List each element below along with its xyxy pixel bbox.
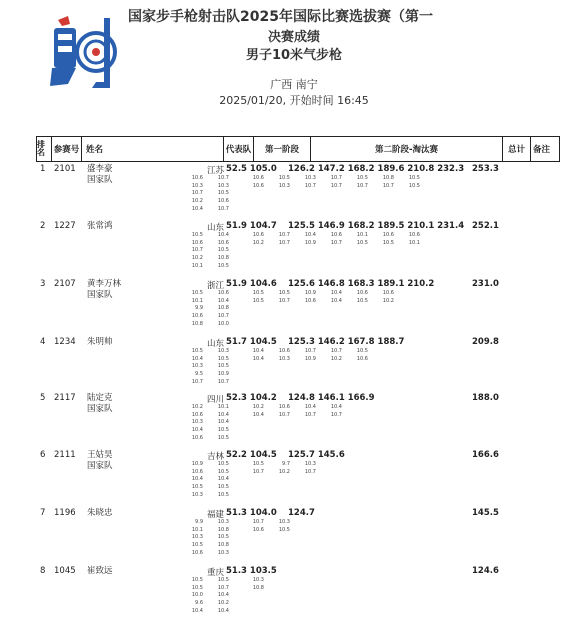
stage1-scores: 52.2 104.5 [226, 450, 277, 460]
shot-value: 10.4 [330, 404, 342, 410]
stage1-scores: 52.3 104.2 [226, 393, 277, 403]
shot-value: 10.7 [252, 468, 264, 475]
shot-value: 10.5 [217, 461, 229, 467]
shot-value: 10.7 [330, 175, 342, 181]
shot-value: 10.4 [217, 419, 229, 426]
shot-value: 10.1 [191, 297, 203, 304]
stage2-scores: 125.6 146.8 168.3 189.1 210.2 [288, 279, 435, 289]
shot-value: 10.6 [191, 175, 203, 181]
table-header [36, 136, 560, 162]
shot-series [328, 175, 342, 190]
col-name: 姓名 [82, 137, 224, 161]
shot-series [215, 175, 229, 214]
shot-series [215, 290, 229, 329]
name-cell [87, 508, 113, 519]
shot-series [189, 461, 203, 500]
total-cell: 166.6 [472, 450, 499, 460]
shot-value: 10.6 [304, 297, 316, 304]
shot-value: 10.3 [278, 519, 290, 525]
shot-series [215, 232, 229, 271]
bib-cell: 1227 [54, 221, 76, 231]
col-rank: 排名 [37, 137, 52, 161]
shot-value: 10.9 [304, 239, 316, 246]
shot-series [354, 175, 368, 190]
shot-value: 10.5 [217, 190, 229, 197]
shot-series [189, 519, 203, 558]
shot-value: 10.7 [217, 313, 229, 320]
shot-value: 10.2 [252, 239, 264, 246]
total-cell: 252.1 [472, 221, 499, 231]
table-row [36, 450, 558, 506]
shot-series [380, 175, 394, 190]
shot-value: 10.5 [278, 175, 290, 181]
shot-series [189, 175, 203, 214]
shot-value: 10.1 [408, 239, 420, 246]
rank-cell: 7 [40, 508, 46, 518]
table-row [36, 279, 558, 335]
stage2-scores: 124.8 146.1 166.9 [288, 393, 375, 403]
shot-series [276, 519, 290, 534]
shot-value: 10.6 [408, 232, 420, 238]
total-cell: 188.0 [472, 393, 499, 403]
shot-value: 10.3 [252, 577, 264, 583]
shot-value: 10.2 [191, 198, 203, 205]
shot-value: 10.6 [217, 290, 229, 296]
shot-series [302, 232, 316, 247]
shot-value: 10.7 [217, 378, 229, 385]
shot-value: 10.5 [191, 584, 203, 591]
shot-value: 10.7 [217, 175, 229, 181]
shot-value: 10.5 [356, 297, 368, 304]
name-cell [87, 450, 113, 472]
shot-series [276, 404, 290, 419]
shot-value: 10.7 [304, 468, 316, 475]
shot-series [250, 404, 264, 419]
shot-series [250, 290, 264, 305]
shot-series [189, 290, 203, 329]
table-row [36, 221, 558, 277]
stage1-scores: 51.9 104.7 [226, 221, 277, 231]
shot-value: 10.3 [191, 534, 203, 541]
shot-value: 10.1 [191, 526, 203, 533]
col-stage1: 第一阶段 [254, 137, 311, 161]
team-cell: 四川 [206, 395, 224, 405]
shot-value: 10.5 [191, 348, 203, 354]
shot-value: 10.7 [304, 182, 316, 189]
shot-value: 10.7 [217, 584, 229, 591]
shot-series [250, 348, 264, 363]
shot-series [250, 175, 264, 190]
shot-series [302, 175, 316, 190]
shot-value: 10.5 [191, 484, 203, 491]
shot-value: 10.3 [217, 519, 229, 525]
stage1-scores: 51.3 103.5 [226, 566, 277, 576]
athlete-name: 朱晓忠 [87, 508, 113, 518]
shot-value: 10.5 [217, 355, 229, 362]
table-row [36, 393, 558, 449]
shot-value: 10.5 [217, 491, 229, 498]
shot-value: 10.7 [252, 519, 264, 525]
col-bib: 参赛号 [52, 137, 82, 161]
shot-value: 10.1 [356, 232, 368, 238]
athlete-name: 黄李万林 [87, 279, 122, 289]
results-subtitle: 决赛成绩 [267, 30, 320, 45]
shot-value: 10.6 [252, 182, 264, 189]
rank-cell: 3 [40, 279, 46, 289]
shot-series [302, 290, 316, 305]
stage1-scores: 52.5 105.0 [226, 164, 277, 174]
shot-value: 10.2 [217, 600, 229, 607]
shot-value: 10.0 [217, 320, 229, 327]
shot-series [276, 348, 290, 363]
team-cell: 浙江 [206, 281, 224, 291]
shot-series [328, 290, 342, 305]
name-cell [87, 337, 113, 348]
shot-value: 10.4 [304, 232, 316, 238]
shot-value: 10.1 [217, 404, 229, 410]
stage2-scores: 125.7 145.6 [288, 450, 345, 460]
shot-series [380, 232, 394, 247]
shot-value: 10.5 [382, 239, 394, 246]
shot-series [406, 175, 420, 190]
shot-value: 10.6 [217, 198, 229, 205]
shot-value: 9.9 [195, 305, 203, 312]
shot-value: 10.7 [330, 239, 342, 246]
rank-cell: 1 [40, 164, 46, 174]
shot-value: 10.6 [252, 232, 264, 238]
shot-value: 10.7 [278, 239, 290, 246]
shot-value: 10.8 [217, 305, 229, 312]
shot-value: 10.2 [382, 297, 394, 304]
shot-value: 10.7 [278, 411, 290, 418]
stage1-scores: 51.7 104.5 [226, 337, 277, 347]
name-cell [87, 279, 121, 301]
shot-value: 10.6 [191, 434, 203, 441]
shot-value: 10.4 [191, 427, 203, 434]
shot-value: 10.5 [356, 348, 368, 354]
shot-series [189, 232, 203, 271]
shot-value: 10.6 [191, 549, 203, 556]
shot-value: 10.9 [217, 371, 229, 378]
shot-value: 10.6 [217, 239, 229, 246]
shot-value: 10.3 [304, 175, 316, 181]
venue: 广西 南宁 [270, 78, 318, 91]
athlete-name: 盛李豪 [87, 164, 113, 174]
shot-value: 10.5 [217, 577, 229, 583]
shot-value: 10.5 [356, 175, 368, 181]
athlete-name: 张常鸿 [87, 221, 113, 231]
table-row [36, 164, 558, 220]
shot-value: 10.4 [217, 476, 229, 483]
shot-value: 10.9 [304, 290, 316, 296]
total-cell: 253.3 [472, 164, 499, 174]
shot-value: 10.7 [330, 182, 342, 189]
shot-series [276, 461, 290, 476]
shot-value: 10.4 [191, 355, 203, 362]
shot-value: 10.5 [191, 290, 203, 296]
bib-cell: 2107 [54, 279, 76, 289]
shot-value: 10.4 [252, 355, 264, 362]
name-cell [87, 393, 113, 415]
bib-cell: 2117 [54, 393, 76, 403]
shot-value: 10.5 [252, 297, 264, 304]
shot-value: 10.6 [252, 526, 264, 533]
shot-value: 10.4 [191, 205, 203, 212]
shot-value: 10.8 [252, 584, 264, 591]
shot-series [250, 519, 264, 534]
shot-value: 10.4 [330, 290, 342, 296]
table-row [36, 508, 558, 564]
shot-value: 10.7 [191, 378, 203, 385]
col-note: 备注 [533, 145, 551, 155]
rank-cell: 8 [40, 566, 46, 576]
shot-value: 10.9 [304, 355, 316, 362]
shot-value: 10.3 [217, 348, 229, 354]
stage2-scores: 126.2 147.2 168.2 189.6 210.8 232.3 [288, 164, 465, 174]
shot-series [276, 290, 290, 305]
shot-value: 10.3 [278, 182, 290, 189]
shot-value: 10.8 [217, 255, 229, 262]
shot-value: 10.4 [217, 232, 229, 238]
shot-series [354, 348, 368, 363]
shot-value: 10.5 [191, 232, 203, 238]
athlete-name: 王姑昊 [87, 450, 113, 460]
bib-cell: 2101 [54, 164, 76, 174]
shot-value: 10.5 [217, 363, 229, 370]
shot-value: 9.5 [195, 371, 203, 378]
shot-value: 10.5 [278, 526, 290, 533]
shot-value: 10.3 [191, 363, 203, 370]
table-row [36, 337, 558, 393]
shot-value: 10.5 [252, 461, 264, 467]
shot-value: 10.6 [191, 468, 203, 475]
stage2-scores: 125.3 146.2 167.8 188.7 [288, 337, 405, 347]
shot-value: 10.5 [191, 542, 203, 549]
shot-value: 10.4 [217, 297, 229, 304]
shot-value: 10.7 [217, 205, 229, 212]
team-cell: 福建 [206, 510, 224, 520]
stage1-scores: 51.3 104.0 [226, 508, 277, 518]
page-title: 国家步手枪射击队2025年国际比赛选拔赛（第一 [128, 9, 433, 25]
national-team-label: 国家队 [87, 461, 113, 471]
shot-value: 10.5 [356, 239, 368, 246]
shot-value: 10.6 [356, 355, 368, 362]
shot-series [189, 404, 203, 443]
athlete-name: 朱明帅 [87, 337, 113, 347]
shot-value: 10.9 [191, 461, 203, 467]
shot-value: 10.3 [217, 549, 229, 556]
bib-cell: 2111 [54, 450, 76, 460]
col-stage2: 第二阶段-淘汰赛 [311, 137, 503, 161]
shot-series [250, 577, 264, 592]
shot-series [215, 461, 229, 500]
shot-value: 10.4 [217, 411, 229, 418]
shot-series [215, 348, 229, 387]
shot-series [215, 519, 229, 558]
shot-value: 10.8 [217, 542, 229, 549]
shot-series [215, 577, 229, 616]
shot-series [276, 232, 290, 247]
rank-cell: 4 [40, 337, 46, 347]
shot-value: 10.4 [304, 404, 316, 410]
shot-series [328, 232, 342, 247]
shot-value: 10.6 [356, 290, 368, 296]
shot-series [276, 175, 290, 190]
shot-value: 10.6 [191, 239, 203, 246]
shot-value: 10.6 [382, 290, 394, 296]
shot-value: 10.4 [252, 348, 264, 354]
shot-series [354, 232, 368, 247]
col-total: 总计 [503, 137, 531, 161]
event-subtitle: 男子10米气步枪 [245, 48, 343, 63]
stage2-scores: 124.7 [288, 508, 315, 518]
shot-value: 10.6 [278, 404, 290, 410]
stage2-scores: 125.5 146.9 168.2 189.5 210.1 231.4 [288, 221, 465, 231]
shot-value: 10.4 [252, 411, 264, 418]
name-cell [87, 566, 113, 577]
shot-value: 10.3 [278, 355, 290, 362]
shot-value: 10.7 [304, 411, 316, 418]
shot-value: 10.5 [408, 182, 420, 189]
team-cell: 重庆 [206, 568, 224, 578]
shot-value: 10.3 [191, 491, 203, 498]
shot-value: 10.5 [191, 577, 203, 583]
shot-value: 10.3 [191, 182, 203, 189]
shot-value: 10.8 [382, 175, 394, 181]
shot-series [250, 461, 264, 476]
shot-value: 10.7 [191, 190, 203, 197]
rank-cell: 6 [40, 450, 46, 460]
shot-value: 10.7 [278, 297, 290, 304]
shot-value: 10.4 [191, 476, 203, 483]
shot-value: 10.6 [330, 232, 342, 238]
shot-value: 10.3 [217, 182, 229, 189]
shot-value: 10.5 [217, 534, 229, 541]
shot-series [250, 232, 264, 247]
shot-value: 9.9 [195, 519, 203, 525]
rank-cell: 5 [40, 393, 46, 403]
shot-value: 10.7 [330, 411, 342, 418]
shot-value: 10.2 [330, 355, 342, 362]
shot-value: 10.4 [330, 297, 342, 304]
athlete-name: 陆定克 [87, 393, 113, 403]
shot-value: 10.2 [278, 468, 290, 475]
shot-value: 10.5 [252, 290, 264, 296]
shot-value: 10.6 [278, 348, 290, 354]
shot-value: 10.5 [408, 175, 420, 181]
shot-value: 10.6 [191, 411, 203, 418]
total-cell: 124.6 [472, 566, 499, 576]
shot-value: 10.2 [191, 255, 203, 262]
shot-value: 10.6 [382, 232, 394, 238]
shot-value: 10.8 [217, 526, 229, 533]
shot-value: 10.1 [191, 262, 203, 269]
team-cell: 吉林 [206, 452, 224, 462]
shot-value: 10.5 [217, 262, 229, 269]
bib-cell: 1196 [54, 508, 76, 518]
shot-value: 10.2 [191, 404, 203, 410]
shot-series [302, 461, 316, 476]
col-team: 代表队 [224, 137, 254, 161]
total-cell: 209.8 [472, 337, 499, 347]
shot-value: 10.0 [191, 592, 203, 599]
start-time: 2025/01/20, 开始时间 16:45 [219, 94, 369, 107]
shot-value: 10.4 [191, 607, 203, 614]
shot-value: 10.6 [191, 313, 203, 320]
shot-series [328, 404, 342, 419]
shot-value: 10.5 [217, 484, 229, 491]
shot-value: 10.7 [330, 348, 342, 354]
national-team-label: 国家队 [87, 404, 113, 414]
shot-series [354, 290, 368, 305]
shot-series [328, 348, 342, 363]
shot-value: 10.8 [191, 320, 203, 327]
shot-value: 10.7 [382, 182, 394, 189]
national-team-label: 国家队 [87, 175, 113, 185]
total-cell: 145.5 [472, 508, 499, 518]
shot-value: 10.2 [252, 404, 264, 410]
shot-value: 9.6 [195, 600, 203, 607]
shot-value: 10.7 [304, 348, 316, 354]
shot-value: 10.5 [217, 434, 229, 441]
shot-series [189, 577, 203, 616]
shot-series [302, 348, 316, 363]
shot-value: 10.3 [304, 461, 316, 467]
shot-series [380, 290, 394, 305]
total-cell: 231.0 [472, 279, 499, 289]
shot-value: 9.7 [282, 461, 290, 467]
name-cell [87, 221, 113, 232]
bib-cell: 1045 [54, 566, 76, 576]
shot-value: 10.5 [217, 247, 229, 254]
team-cell: 山东 [206, 339, 224, 349]
shot-value: 10.7 [191, 247, 203, 254]
shot-value: 10.5 [217, 468, 229, 475]
shot-value: 10.4 [217, 607, 229, 614]
rank-cell: 2 [40, 221, 46, 231]
shot-value: 10.7 [278, 232, 290, 238]
shot-series [406, 232, 420, 247]
team-cell: 山东 [206, 223, 224, 233]
shot-value: 10.6 [252, 175, 264, 181]
shot-value: 10.3 [191, 419, 203, 426]
athlete-name: 崔致远 [87, 566, 113, 576]
shot-series [189, 348, 203, 387]
shot-series [302, 404, 316, 419]
shot-value: 10.5 [217, 427, 229, 434]
name-cell [87, 164, 113, 186]
stage1-scores: 51.9 104.6 [226, 279, 277, 289]
national-team-label: 国家队 [87, 290, 113, 300]
shot-value: 10.7 [356, 182, 368, 189]
shot-value: 10.5 [278, 290, 290, 296]
bib-cell: 1234 [54, 337, 76, 347]
shot-series [215, 404, 229, 443]
shot-value: 10.4 [217, 592, 229, 599]
table-row [36, 566, 558, 622]
team-cell: 江苏 [206, 166, 224, 176]
